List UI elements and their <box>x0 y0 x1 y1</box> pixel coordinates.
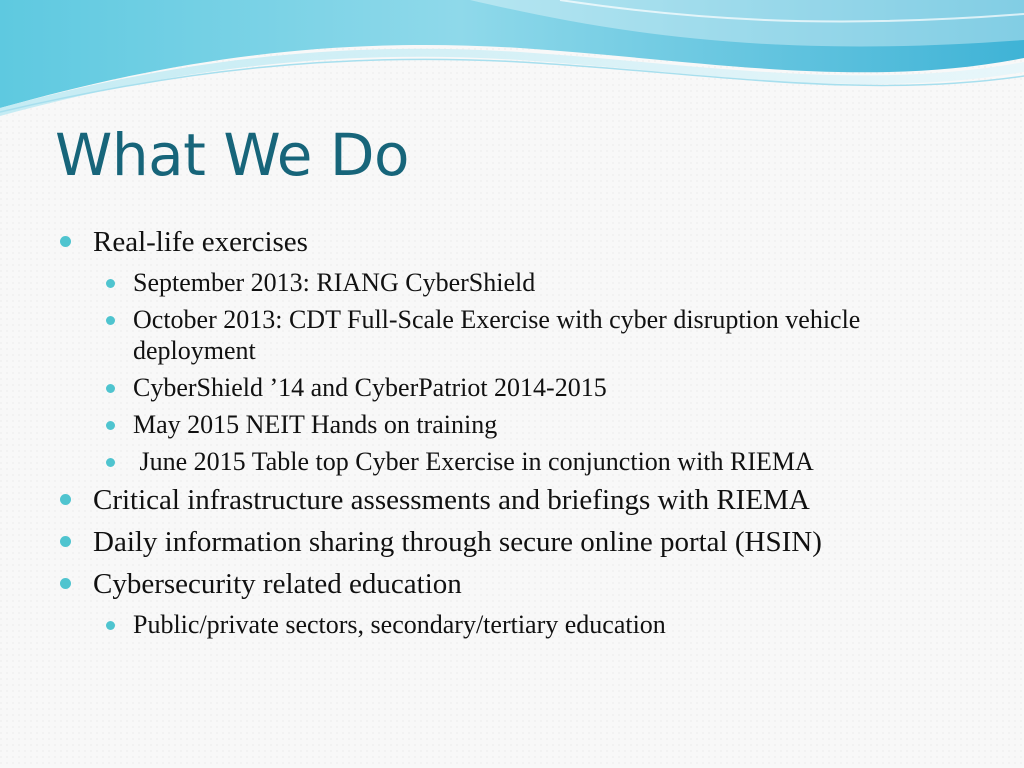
sub-bullet-icon <box>106 621 115 630</box>
bullet-icon <box>60 536 71 547</box>
bullet-icon <box>60 494 71 505</box>
sub-bullet-list <box>106 267 980 477</box>
sub-list-item <box>106 446 980 477</box>
sub-bullet-icon <box>106 421 115 430</box>
slide-title: What We Do <box>55 121 410 189</box>
slide-content <box>60 220 980 640</box>
sub-list-item-text: May 2015 NEIT Hands on training <box>133 410 498 439</box>
list-item-text: Critical infrastructure assessments and briefings with RIEMA <box>93 484 810 516</box>
list-item <box>60 523 980 561</box>
sub-list-item <box>106 304 980 366</box>
header-wave-decoration <box>0 0 1024 130</box>
sub-list-item-text: Public/private sectors, secondary/tertiary education <box>133 610 666 639</box>
list-item-text: Cybersecurity related education <box>93 568 462 600</box>
bullet-icon <box>60 578 71 589</box>
list-item <box>60 565 980 640</box>
sub-list-item <box>106 409 980 440</box>
sub-bullet-icon <box>106 316 115 325</box>
sub-bullet-icon <box>106 279 115 288</box>
sub-list-item-text: October 2013: CDT Full-Scale Exercise with cyber disruption vehicle deployment <box>133 305 861 365</box>
sub-bullet-icon <box>106 384 115 393</box>
bullet-icon <box>60 236 71 247</box>
sub-list-item-text: September 2013: RIANG CyberShield <box>133 268 536 297</box>
sub-bullet-list <box>106 609 980 640</box>
list-item-text: Daily information sharing through secure online portal (HSIN) <box>93 526 822 558</box>
sub-list-item-text: June 2015 Table top Cyber Exercise in conjunction with RIEMA <box>133 447 814 476</box>
list-item <box>60 223 980 477</box>
sub-list-item-text: CyberShield ’14 and CyberPatriot 2014-2015 <box>133 373 607 402</box>
sub-list-item <box>106 609 980 640</box>
sub-list-item <box>106 372 980 403</box>
bullet-list <box>60 223 980 640</box>
sub-list-item <box>106 267 980 298</box>
list-item <box>60 481 980 519</box>
sub-bullet-icon <box>106 458 115 467</box>
list-item-text: Real-life exercises <box>93 226 308 258</box>
